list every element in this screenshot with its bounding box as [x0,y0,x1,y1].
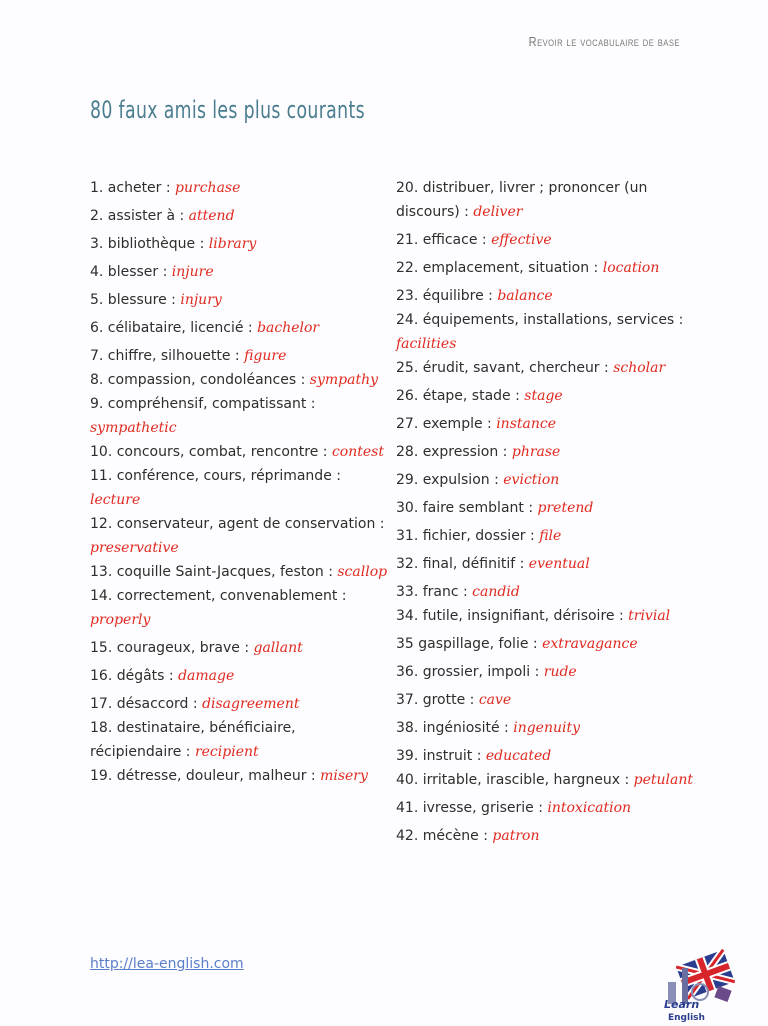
vocab-entry [90,464,390,512]
english-false-friend: gallant [253,640,303,656]
french-term: 22. emplacement, situation : [396,260,603,276]
english-false-friend: extravagance [542,636,638,652]
english-false-friend: location [602,260,660,276]
english-false-friend: balance [497,288,553,304]
learn-english-logo [660,948,744,1022]
english-false-friend: purchase [175,180,241,196]
french-term: 20. distribuer, livrer ; prononcer (un discours) : [396,180,648,220]
svg-text:Learn: Learn [664,998,700,1011]
french-term: 41. ivresse, griserie : [396,800,548,816]
vocab-entry [396,552,696,576]
french-term: 38. ingéniosité : [396,720,514,736]
vocab-entry [90,176,390,200]
french-term: 27. exemple : [396,416,497,432]
french-term: 30. faire semblant : [396,500,538,516]
english-false-friend: intoxication [547,800,632,816]
french-term: 39. instruit : [396,748,486,764]
english-false-friend: attend [188,208,235,224]
english-false-friend: phrase [511,444,561,460]
english-false-friend: deliver [473,204,523,220]
vocab-entry [396,604,696,628]
vocab-entry [396,256,696,280]
english-false-friend: library [208,236,257,252]
vocab-entry [396,688,696,712]
vocab-entry [90,716,390,764]
vocab-entry [396,284,696,308]
vocab-entry [396,744,696,768]
vocab-entry [90,232,390,256]
french-term: 10. concours, combat, rencontre : [90,444,332,460]
english-false-friend: patron [492,828,540,844]
french-term: 16. dégâts : [90,668,179,684]
vocab-entry [90,560,390,584]
english-false-friend: misery [320,768,368,784]
english-false-friend: damage [178,668,235,684]
french-term: 3. bibliothèque : [90,236,209,252]
vocab-list-right [396,176,696,848]
french-term: 14. correctement, convenablement : [90,588,347,604]
french-term: 26. étape, stade : [396,388,525,404]
website-link[interactable]: http://lea-english.com [90,956,244,972]
english-false-friend: scholar [613,360,666,376]
english-false-friend: cave [478,692,512,708]
vocab-list-left [90,176,390,788]
english-false-friend: rude [543,664,577,680]
vocab-entry [396,768,696,792]
english-false-friend: injury [180,292,222,308]
vocab-entry [90,316,390,340]
french-term: 37. grotte : [396,692,479,708]
vocab-entry [396,496,696,520]
french-term: 31. fichier, dossier : [396,528,540,544]
vocab-entry [396,384,696,408]
english-false-friend: trivial [628,608,671,624]
english-false-friend: contest [331,444,384,460]
vocab-entry [90,512,390,560]
english-false-friend: preservative [90,540,179,556]
vocab-entry [396,660,696,684]
english-false-friend: sympathetic [90,420,177,436]
vocab-entry [396,412,696,436]
english-false-friend: bachelor [257,320,320,336]
french-term: 13. coquille Saint-Jacques, feston : [90,564,338,580]
vocab-entry [396,580,696,604]
french-term: 28. expression : [396,444,512,460]
english-false-friend: scallop [337,564,388,580]
vocab-entry [396,468,696,492]
vocab-entry [396,228,696,252]
french-term: 34. futile, insignifiant, dérisoire : [396,608,629,624]
french-term: 32. final, définitif : [396,556,529,572]
french-term: 5. blessure : [90,292,181,308]
english-false-friend: eventual [528,556,590,572]
section-header: Revoir le vocabulaire de base [528,34,680,49]
english-false-friend: disagreement [202,696,300,712]
french-term: 29. expulsion : [396,472,504,488]
vocab-entry [396,632,696,656]
vocab-entry [396,176,696,224]
english-false-friend: eviction [503,472,560,488]
french-term: 11. conférence, cours, réprimande : [90,468,341,484]
french-term: 12. conservateur, agent de conservation : [90,516,385,532]
french-term: 33. franc : [396,584,473,600]
french-term: 42. mécène : [396,828,493,844]
english-false-friend: recipient [194,744,259,760]
vocab-entry [90,636,390,660]
vocab-entry [90,392,390,440]
vocab-entry [90,368,390,392]
vocab-entry [90,440,390,464]
french-term: 18. destinataire, bénéficiaire, récipiendaire : [90,720,296,760]
vocab-entry [90,260,390,284]
vocab-entry [396,308,696,356]
vocab-entry [90,692,390,716]
vocab-entry [396,716,696,740]
uk-flag-icon [660,948,744,1022]
french-term: 15. courageux, brave : [90,640,254,656]
english-false-friend: stage [524,388,563,404]
english-false-friend: figure [244,348,287,364]
french-term: 24. équipements, installations, services : [396,312,684,328]
vocab-entry [90,344,390,368]
french-term: 2. assister à : [90,208,189,224]
vocab-entry [90,204,390,228]
vocab-entry [396,796,696,820]
english-false-friend: effective [491,232,552,248]
french-term: 19. détresse, douleur, malheur : [90,768,321,784]
vocab-entry [90,764,390,788]
french-term: 4. blesser : [90,264,172,280]
vocab-entry [396,440,696,464]
english-false-friend: injure [171,264,214,280]
page-title: 80 faux amis les plus courants [90,96,365,124]
french-term: 8. compassion, condoléances : [90,372,310,388]
english-false-friend: petulant [633,772,693,788]
vocab-entry [396,824,696,848]
english-false-friend: facilities [396,336,457,352]
french-term: 9. compréhensif, compatissant : [90,396,316,412]
vocab-entry [90,288,390,312]
english-false-friend: candid [472,584,520,600]
french-term: 7. chiffre, silhouette : [90,348,245,364]
english-false-friend: ingenuity [513,720,581,736]
english-false-friend: file [539,528,562,544]
french-term: 40. irritable, irascible, hargneux : [396,772,634,788]
english-false-friend: instance [496,416,556,432]
english-false-friend: educated [485,748,552,764]
french-term: 36. grossier, impoli : [396,664,544,680]
vocab-entry [396,524,696,548]
english-false-friend: lecture [90,492,141,508]
english-false-friend: properly [90,612,151,628]
french-term: 6. célibataire, licencié : [90,320,258,336]
vocab-entry [396,356,696,380]
french-term: 25. érudit, savant, chercheur : [396,360,614,376]
french-term: 23. équilibre : [396,288,498,304]
french-term: 1. acheter : [90,180,176,196]
french-term: 17. désaccord : [90,696,203,712]
english-false-friend: pretend [537,500,594,516]
vocab-entry [90,664,390,688]
english-false-friend: sympathy [309,372,378,388]
vocab-entry [90,584,390,632]
french-term: 21. efficace : [396,232,492,248]
french-term: 35 gaspillage, folie : [396,636,543,652]
svg-text:English: English [668,1013,705,1022]
